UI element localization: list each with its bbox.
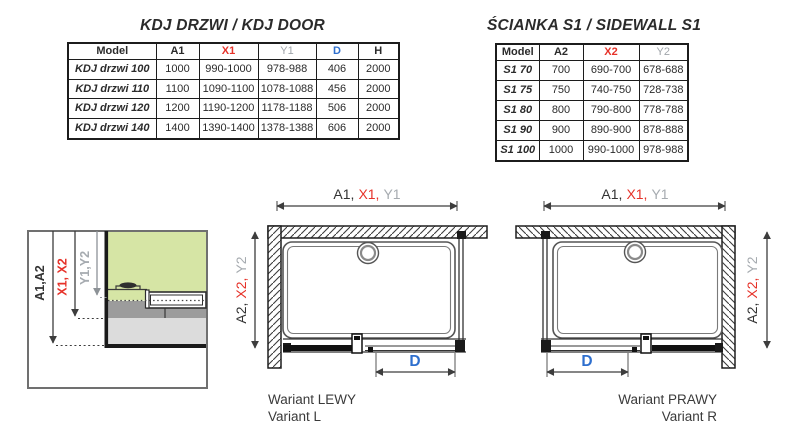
value-cell: 2000	[358, 119, 399, 139]
value-cell: 990-1000	[199, 60, 258, 80]
door-table	[67, 42, 400, 140]
value-cell: 750	[539, 80, 583, 100]
door-panel	[283, 345, 360, 351]
svg-text:Y1,Y2: Y1,Y2	[78, 250, 92, 286]
header-x1: X1	[199, 43, 258, 60]
value-cell: 606	[316, 119, 358, 139]
dimension-depth	[233, 232, 255, 348]
caption-en: Variant L	[268, 409, 322, 424]
table-row	[496, 100, 688, 120]
variant-right-diagram	[505, 185, 785, 426]
value-cell: 506	[316, 99, 358, 119]
svg-text:A2,X2,Y2: A2,X2,Y2	[744, 256, 760, 324]
value-cell: 1190-1200	[199, 99, 258, 119]
sidewall-table-title: ŚCIANKA S1 / SIDEWALL S1	[486, 17, 702, 34]
header-model: Model	[496, 44, 539, 61]
value-cell: 2000	[358, 79, 399, 99]
value-cell: 890-900	[583, 120, 639, 140]
value-cell: 1400	[156, 119, 199, 139]
wall-right	[722, 226, 735, 368]
dimension-width	[544, 186, 725, 211]
svg-text:A1,X1,Y1: A1, X1, Y1	[601, 186, 669, 202]
value-cell: 790-800	[583, 100, 639, 120]
model-cell: S1 70	[496, 61, 539, 81]
caption-pl: Wariant LEWY	[268, 392, 357, 407]
svg-text:D: D	[409, 353, 421, 370]
table-row	[496, 120, 688, 140]
svg-text:A2,X2,Y2: A2,X2,Y2	[233, 256, 249, 324]
door-panel	[652, 345, 723, 351]
variant-left-diagram	[233, 185, 500, 426]
value-cell: 678-688	[639, 61, 688, 81]
table-row	[68, 99, 399, 119]
model-cell: KDJ drzwi 110	[68, 79, 156, 99]
door-table-header-row	[68, 43, 399, 60]
value-cell: 2000	[358, 60, 399, 80]
table-row	[496, 80, 688, 100]
model-cell: S1 75	[496, 80, 539, 100]
svg-text:X1, X2: X1, X2	[55, 258, 70, 296]
table-row	[68, 79, 399, 99]
drain-icon	[625, 242, 646, 263]
value-cell: 1000	[156, 60, 199, 80]
dimension-door-opening	[376, 353, 455, 377]
wall-top	[268, 226, 487, 238]
value-cell: 978-988	[639, 140, 688, 161]
wall-left	[268, 226, 281, 368]
section-tray-edge-vertical	[105, 231, 109, 348]
header-model: Model	[68, 43, 156, 60]
header-x2: X2	[583, 44, 639, 61]
model-cell: KDJ drzwi 120	[68, 99, 156, 119]
header-h: H	[358, 43, 399, 60]
caption-pl: Wariant PRAWY	[618, 392, 717, 407]
value-cell: 1378-1388	[258, 119, 316, 139]
value-cell: 456	[316, 79, 358, 99]
table-row	[496, 140, 688, 161]
value-cell: 1078-1088	[258, 79, 316, 99]
drain-icon	[358, 243, 379, 264]
model-cell: S1 80	[496, 100, 539, 120]
value-cell: 2000	[358, 99, 399, 119]
svg-text:A1,A2: A1,A2	[33, 265, 47, 301]
section-tray-edge-bottom	[105, 344, 207, 348]
svg-text:A1,X1,Y1: A1, X1, Y1	[333, 186, 401, 202]
section-gasket-bump	[120, 282, 137, 288]
caption-en: Variant R	[661, 409, 717, 424]
svg-text:D: D	[581, 353, 593, 370]
header-y2: Y2	[639, 44, 688, 61]
value-cell: 1390-1400	[199, 119, 258, 139]
value-cell: 990-1000	[583, 140, 639, 161]
value-cell: 1178-1188	[258, 99, 316, 119]
model-cell: S1 100	[496, 140, 539, 161]
door-table-title: KDJ DRZWI / KDJ DOOR	[140, 17, 325, 34]
table-row	[68, 60, 399, 80]
door-handle	[352, 334, 362, 353]
section-green-zone	[108, 232, 206, 301]
sidewall-table-header-row	[496, 44, 688, 61]
value-cell: 800	[539, 100, 583, 120]
header-a2: A2	[539, 44, 583, 61]
model-cell: KDJ drzwi 140	[68, 119, 156, 139]
dimension-door-opening	[547, 353, 628, 377]
value-cell: 878-888	[639, 120, 688, 140]
glass-sidewall	[541, 231, 550, 349]
value-cell: 978-988	[258, 60, 316, 80]
value-cell: 1100	[156, 79, 199, 99]
sidewall-table	[495, 43, 689, 162]
value-cell: 740-750	[583, 80, 639, 100]
value-cell: 1200	[156, 99, 199, 119]
value-cell: 728-738	[639, 80, 688, 100]
header-y1: Y1	[258, 43, 316, 60]
value-cell: 1090-1100	[199, 79, 258, 99]
model-cell: S1 90	[496, 120, 539, 140]
value-cell: 900	[539, 120, 583, 140]
section-diagram	[20, 215, 220, 395]
value-cell: 700	[539, 61, 583, 81]
section-band-light	[108, 318, 206, 346]
table-row	[68, 119, 399, 139]
table-row	[496, 61, 688, 81]
glass-sidewall	[457, 231, 466, 349]
dimension-width	[277, 186, 457, 211]
value-cell: 778-788	[639, 100, 688, 120]
model-cell: KDJ drzwi 100	[68, 60, 156, 80]
header-a1: A1	[156, 43, 199, 60]
door-handle	[641, 334, 651, 353]
value-cell: 1000	[539, 140, 583, 161]
section-rail	[146, 290, 207, 308]
value-cell: 690-700	[583, 61, 639, 81]
header-d: D	[316, 43, 358, 60]
dimension-depth	[744, 232, 767, 348]
value-cell: 406	[316, 60, 358, 80]
